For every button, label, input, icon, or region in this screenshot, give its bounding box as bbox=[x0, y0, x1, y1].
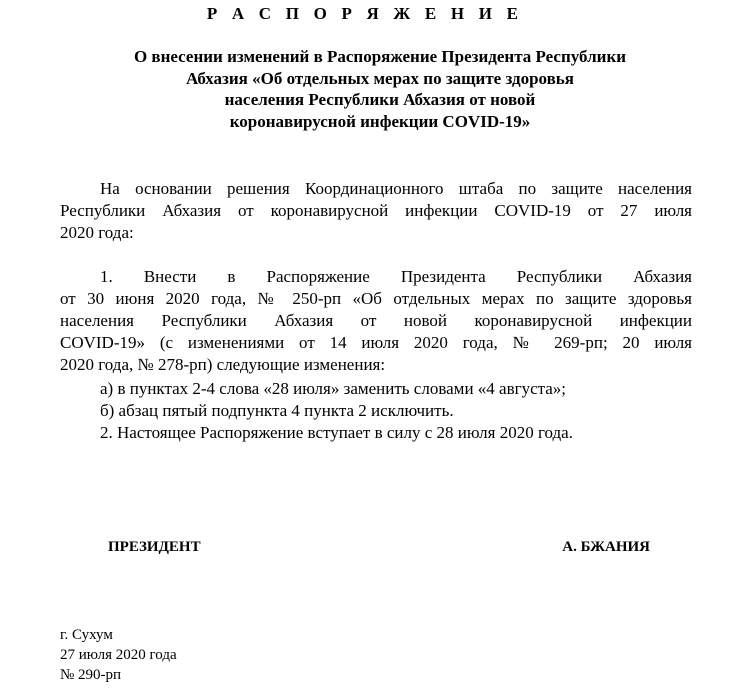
intro-paragraph bbox=[60, 178, 692, 244]
issue-place: г. Сухум bbox=[60, 627, 113, 643]
items-rest bbox=[60, 378, 692, 444]
title-line: Абхазия «Об отдельных мерах по защите здоровья bbox=[185, 68, 574, 88]
signatory-name: А. БЖАНИЯ bbox=[562, 539, 650, 555]
title-line: О внесении изменений в Распоряжение Президента Республики bbox=[133, 47, 627, 66]
signatory-position: ПРЕЗИДЕНТ bbox=[108, 539, 201, 555]
intro-line: Республики Абхазия от коронавирусной инфекции COVID-19 от 27 июля bbox=[60, 201, 692, 220]
intro-line: 2020 года: bbox=[60, 223, 134, 242]
intro-line: На основании решения Координационного штаба по защите населения bbox=[100, 179, 692, 198]
item-1-line: COVID-19» (с изменениями от 14 июля 2020 года, № 269-рп; 20 июля bbox=[60, 333, 692, 352]
document-number: № 290-рп bbox=[60, 667, 122, 683]
item-1-line: населения Республики Абхазия от новой коронавирусной инфекции bbox=[60, 311, 692, 330]
subitem-b: б) абзац пятый подпункта 4 пункта 2 исключить. bbox=[100, 401, 454, 420]
issue-date: 27 июля 2020 года bbox=[60, 647, 177, 663]
document-title bbox=[60, 46, 700, 132]
item-2: 2. Настоящее Распоряжение вступает в силу с 28 июля 2020 года. bbox=[100, 423, 573, 442]
item-1-line: 1. Внести в Распоряжение Президента Республики Абхазия bbox=[100, 267, 692, 286]
title-line: коронавирусной инфекции COVID-19» bbox=[229, 111, 531, 131]
document-type-heading: Р А С П О Р Я Ж Е Н И Е bbox=[206, 4, 524, 23]
title-line: населения Республики Абхазия от новой bbox=[224, 90, 536, 109]
document-footer bbox=[60, 625, 177, 685]
item-1-line: от 30 июня 2020 года, № 250-рп «Об отдельных мерах по защите здоровья bbox=[60, 289, 692, 308]
item-1-paragraph bbox=[60, 266, 692, 376]
subitem-a: а) в пунктах 2-4 слова «28 июля» заменить словами «4 августа»; bbox=[100, 379, 567, 398]
item-1-line: 2020 года, № 278-рп) следующие изменения: bbox=[60, 355, 386, 374]
